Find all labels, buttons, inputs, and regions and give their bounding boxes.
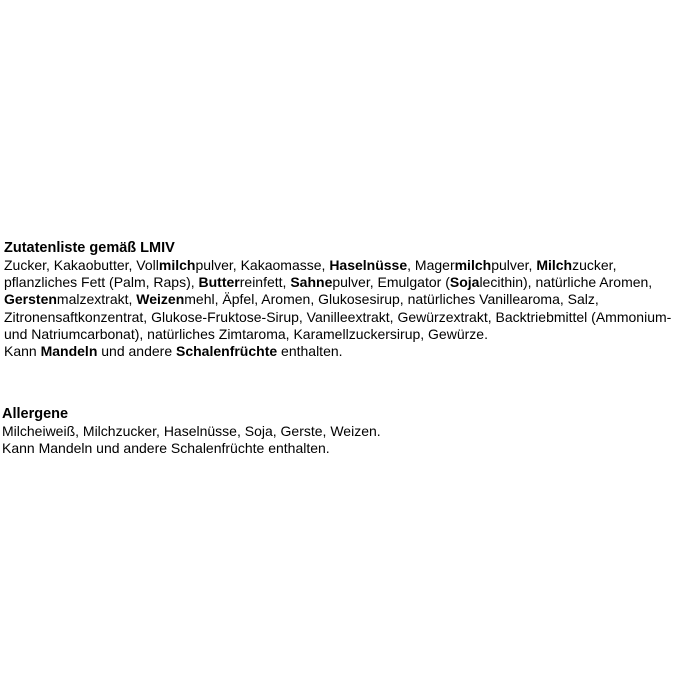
ingredients-line <box>4 309 698 326</box>
allergen-highlight: Milch <box>536 257 573 273</box>
allergen-highlight: Mandeln <box>40 343 98 360</box>
allergen-highlight: Weizen <box>136 291 185 308</box>
allergens-title: Allergene <box>2 406 69 422</box>
allergen-highlight: milch <box>158 257 196 273</box>
ingredient-text: und andere <box>97 343 176 360</box>
ingredients-line <box>4 274 698 291</box>
ingredient-text: lecithin), natürliche Aromen, <box>479 274 653 291</box>
ingredient-text: , Mager <box>407 257 455 273</box>
ingredient-text: Kann <box>4 343 41 360</box>
ingredient-text: pulver, <box>491 257 537 273</box>
ingredient-text: Zucker, Kakaobutter, Voll <box>4 257 159 273</box>
allergen-highlight: Schalenfrüchte <box>176 343 278 360</box>
ingredient-text: enthalten. <box>277 343 343 360</box>
allergens-text <box>2 423 696 457</box>
ingredient-text: pflanzliches Fett (Palm, Raps), <box>4 274 199 291</box>
allergen-highlight: Gersten <box>4 291 57 308</box>
ingredient-text: mehl, Äpfel, Aromen, Glukosesirup, natürliches Vanillearoma, Salz, <box>184 291 599 308</box>
ingredient-text: reinfett, <box>239 274 291 291</box>
ingredients-title: Zutatenliste gemäß LMIV <box>4 240 175 256</box>
ingredient-text: pulver, Emulgator ( <box>332 274 450 291</box>
ingredient-text: pulver, Kakaomasse, <box>195 257 330 273</box>
ingredients-text <box>4 257 698 360</box>
ingredients-line <box>4 257 698 274</box>
allergens-line: Milcheiweiß, Milchzucker, Haselnüsse, Soja, Gerste, Weizen. <box>2 423 381 439</box>
ingredient-text: und Natriumcarbonat), natürliches Zimtaroma, Karamellzuckersirup, Gewürze. <box>4 325 488 342</box>
allergen-highlight: Butter <box>198 274 240 291</box>
allergens-section <box>2 406 696 457</box>
ingredient-text: zucker, <box>572 257 617 273</box>
allergen-highlight: Sahne <box>290 274 333 291</box>
allergens-line: Kann Mandeln und andere Schalenfrüchte enthalten. <box>2 440 330 457</box>
allergen-highlight: Soja <box>449 274 480 291</box>
allergen-highlight: milch <box>454 257 492 273</box>
ingredient-text: Zitronensaftkonzentrat, Glukose-Fruktose-Sirup, Vanilleextrakt, Gewürzextrakt, Backtriebmittel (Ammonium- <box>4 308 672 325</box>
ingredients-line <box>4 291 698 308</box>
ingredients-line <box>4 326 698 343</box>
ingredient-text: malzextrakt, <box>56 291 137 308</box>
ingredients-section <box>4 240 698 360</box>
ingredients-line <box>4 343 698 360</box>
allergen-highlight: Haselnüsse <box>329 257 408 273</box>
